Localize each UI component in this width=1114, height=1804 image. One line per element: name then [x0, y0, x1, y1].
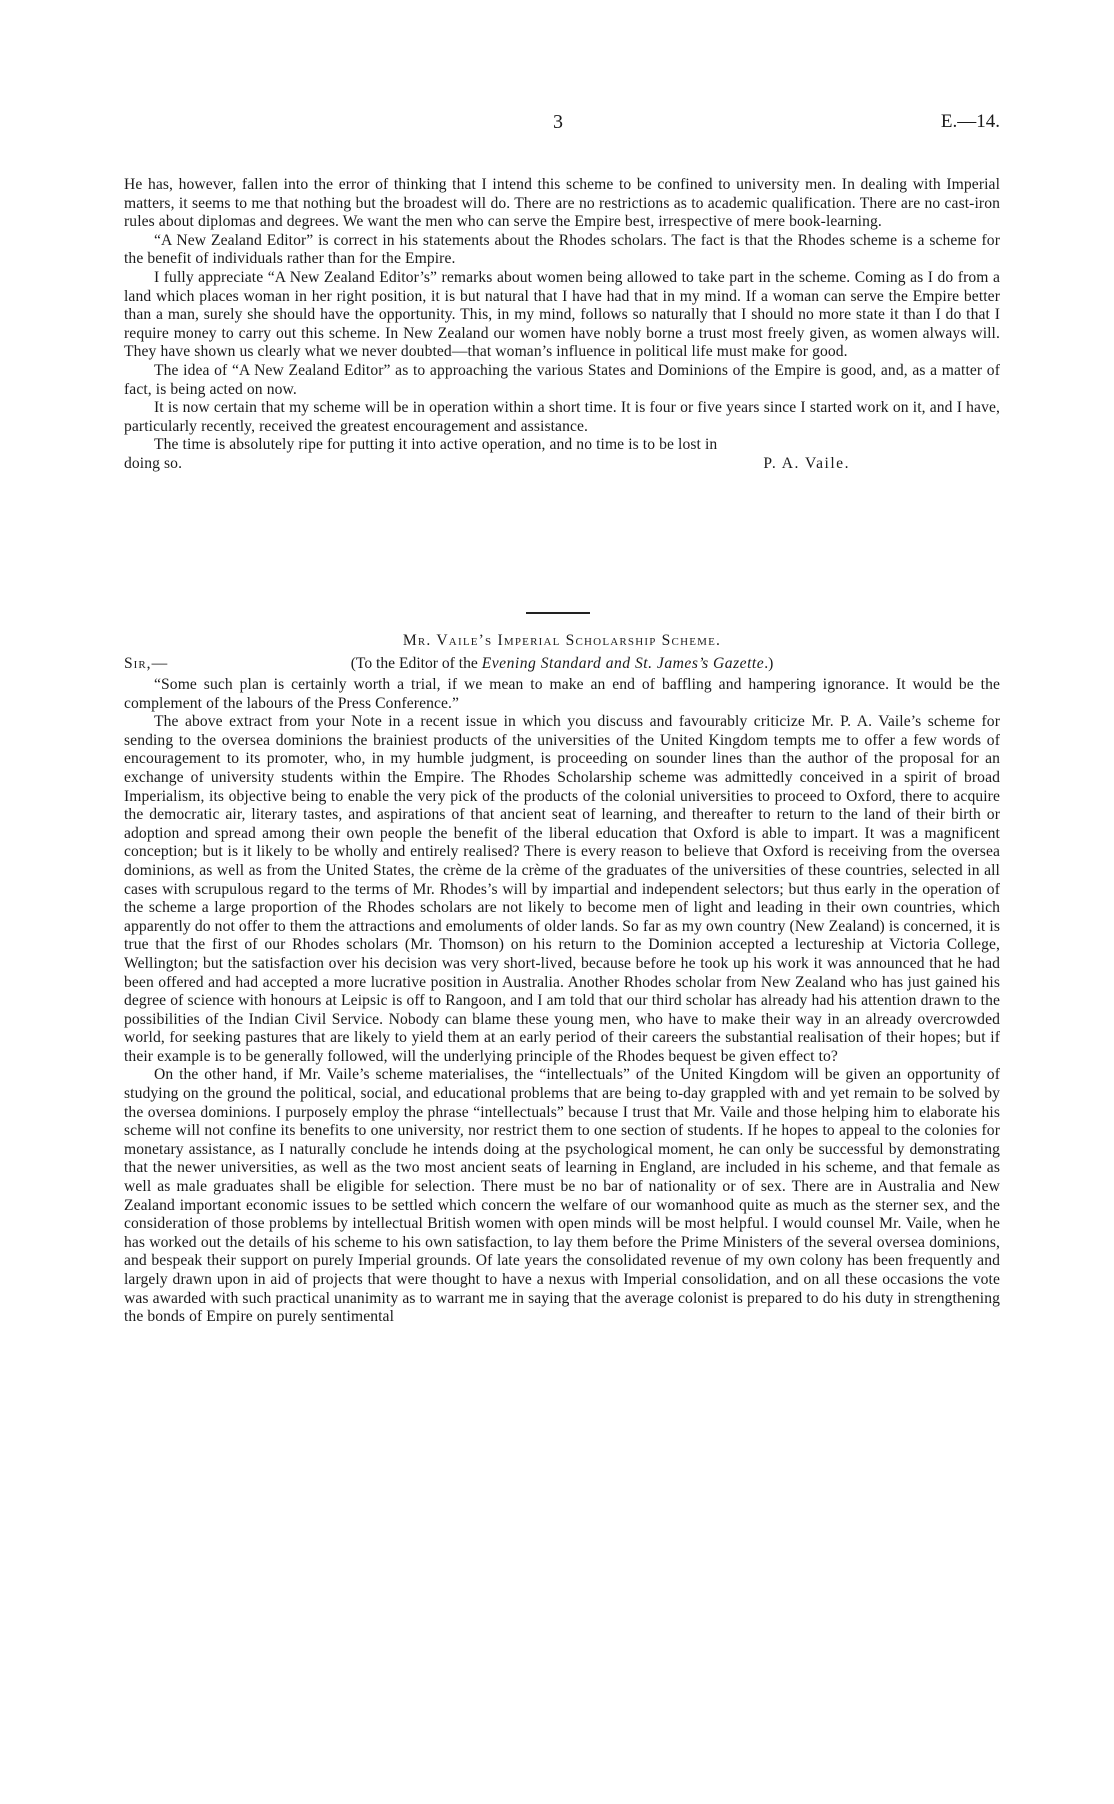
paragraph: “A New Zealand Editor” is correct in his statements about the Rhodes scholars. The fact is that the Rhodes scheme is a scheme for the benefit of individuals rather than for the Empire.: [124, 231, 1000, 268]
article-title: Mr. Vaile’s Imperial Scholarship Scheme.: [402, 632, 722, 649]
editor-prefix: (To the Editor of the: [350, 655, 478, 672]
signoff-row: [124, 455, 1000, 474]
quoted-extract: “Some such plan is certainly worth a trial, if we mean to make an end of baffling and hampering ignorance. It would be the complement of the labours of the Press Conference.”: [124, 676, 1000, 712]
document-reference: E.—14.: [940, 111, 1000, 132]
closing-text: doing so.: [124, 454, 183, 472]
paragraph: I fully appreciate “A New Zealand Editor’s” remarks about women being allowed to take part in the scheme. Coming as I do from a land which places woman in her right position, it is but natural that I have had that in my mind. If a woman can serve the Empire better than a man, surely she should have the opportunity. This, in my mind, follows so naturally that I should no more state it than I do that I require money to carry out this scheme. In New Zealand our women have nobly borne a trust most freely given, as women always will. They have shown us clearly what we never doubted—that woman’s influence in political life must make for good.: [124, 268, 1000, 361]
page-number: 3: [553, 111, 563, 133]
paragraph: It is now certain that my scheme will be in operation within a short time. It is four or five years since I started work on it, and I have, particularly recently, received the greatest encouragement and assistance.: [124, 399, 1000, 435]
editor-address: [124, 654, 1000, 674]
section-divider: [526, 612, 590, 614]
letter-body: [124, 676, 1000, 1327]
paragraph: He has, however, fallen into the error of thinking that I intend this scheme to be confined to university men. In dealing with Imperial matters, it seems to me that nothing but the broadest will do. There are no restrictions as to academic qualification. There are no cast-iron rules about diplomas and degrees. We want the men who can serve the Empire best, irrespective of mere book-learning.: [124, 176, 1000, 231]
paragraph: The above extract from your Note in a recent issue in which you discuss and favourably criticize Mr. P. A. Vaile’s scheme for sending to the oversea dominions the brainiest products of the universities of the United Kingdom tempts me to offer a few words of encouragement to its promoter, who, in my humble judgment, is proceeding on sounder lines than the author of the proposal for an exchange of university students within the Empire. The Rhodes Scholarship scheme was admittedly conceived in a spirit of broad Imperialism, its objective being to enable the very pick of the products of the colonial universities to proceed to Oxford, there to acquire the democratic air, literary tastes, and aspirations of that ancient seat of learning, and thereafter to return to the land of their birth or adoption and spread among their own people the benefit of the liberal education that Oxford is able to impart. It was a magnificent conception; but is it likely to be wholly and entirely realised? There is every reason to believe that Oxford is receiving from the oversea dominions, as well as from the United States, the crème de la crème of the graduates of the universities of these countries, selected in all cases with scrupulous regard to the terms of Mr. Rhodes’s will by impartial and independent selectors; but thus early in the operation of the scheme a large proportion of the Rhodes scholars are not likely to become men of light and leading in their own countries, which apparently do not offer to them the attractions and emoluments of older lands. So far as my own country (New Zealand) is concerned, it is true that the first of our Rhodes scholars (Mr. Thomson) on his return to the Dominion accepted a lectureship at Victoria College, Wellington; but the satisfaction over his decision was very short-lived, because before he took up his work it was announced that he had been offered and had accepted a more lucrative position in Australia. Another Rhodes scholar from New Zealand who has just gained his degree of science with honours at Leipsic is off to Rangoon, and I am told that our third scholar has already had his attention drawn to the possibilities of the Indian Civil Service. Nobody can blame these young men, who have to make their way in an already overcrowded world, for seeking pastures that are likely to yield them at an early period of their careers the substantial realisation of their hopes; but if their example is to be generally followed, will the underlying principle of the Rhodes bequest be given effect to?: [124, 713, 1000, 1065]
editor-suffix: .): [764, 655, 774, 672]
paragraph: The idea of “A New Zealand Editor” as to approaching the various States and Dominions of the Empire is good, and, as a matter of fact, is being acted on now.: [124, 361, 1000, 398]
salutation: Sir,—: [124, 655, 169, 672]
newspaper-name: Evening Standard and St. James’s Gazette: [481, 655, 765, 672]
paragraph: On the other hand, if Mr. Vaile’s scheme materialises, the “intellectuals” of the United Kingdom will be given an opportunity of studying on the ground the political, social, and educational problems that are being to-day grappled with and yet remain to be solved by the oversea dominions. I purposely employ the phrase “intellectuals” because I trust that Mr. Vaile and those helping him to elaborate his scheme will not confine its benefits to one university, nor restrict them to one section of students. If he hopes to appeal to the colonies for monetary assistance, as I naturally conclude he intends doing at the psychological moment, he can only be successful by demonstrating that the newer universities, as well as the two most ancient seats of learning in England, are included in his scheme, and that female as well as male graduates shall be eligible for selection. There must be no bar of nationality or of sex. There are in Australia and New Zealand important economic issues to be settled which concern the welfare of our womanhood quite as much as the sterner sex, and the consideration of those problems by intellectual British women with open minds will be most helpful. I would counsel Mr. Vaile, when he has worked out the details of his scheme to his own satisfaction, to lay them before the Prime Ministers of the several oversea dominions, and bespeak their support on purely Imperial grounds. Of late years the consolidated revenue of my own colony has been frequently and largely drawn upon in aid of projects that were thought to have a nexus with Imperial consolidation, and on all these occasions the vote was awarded with such practical unanimity as to warrant me in saying that the average colonist is prepared to do his duty in strengthening the bonds of Empire on purely sentimental: [124, 1066, 1000, 1326]
paragraph: The time is absolutely ripe for putting it into active operation, and no time is to be lost in: [154, 436, 718, 454]
signature: P. A. Vaile.: [763, 454, 850, 472]
letter-continuation: [124, 176, 1000, 474]
